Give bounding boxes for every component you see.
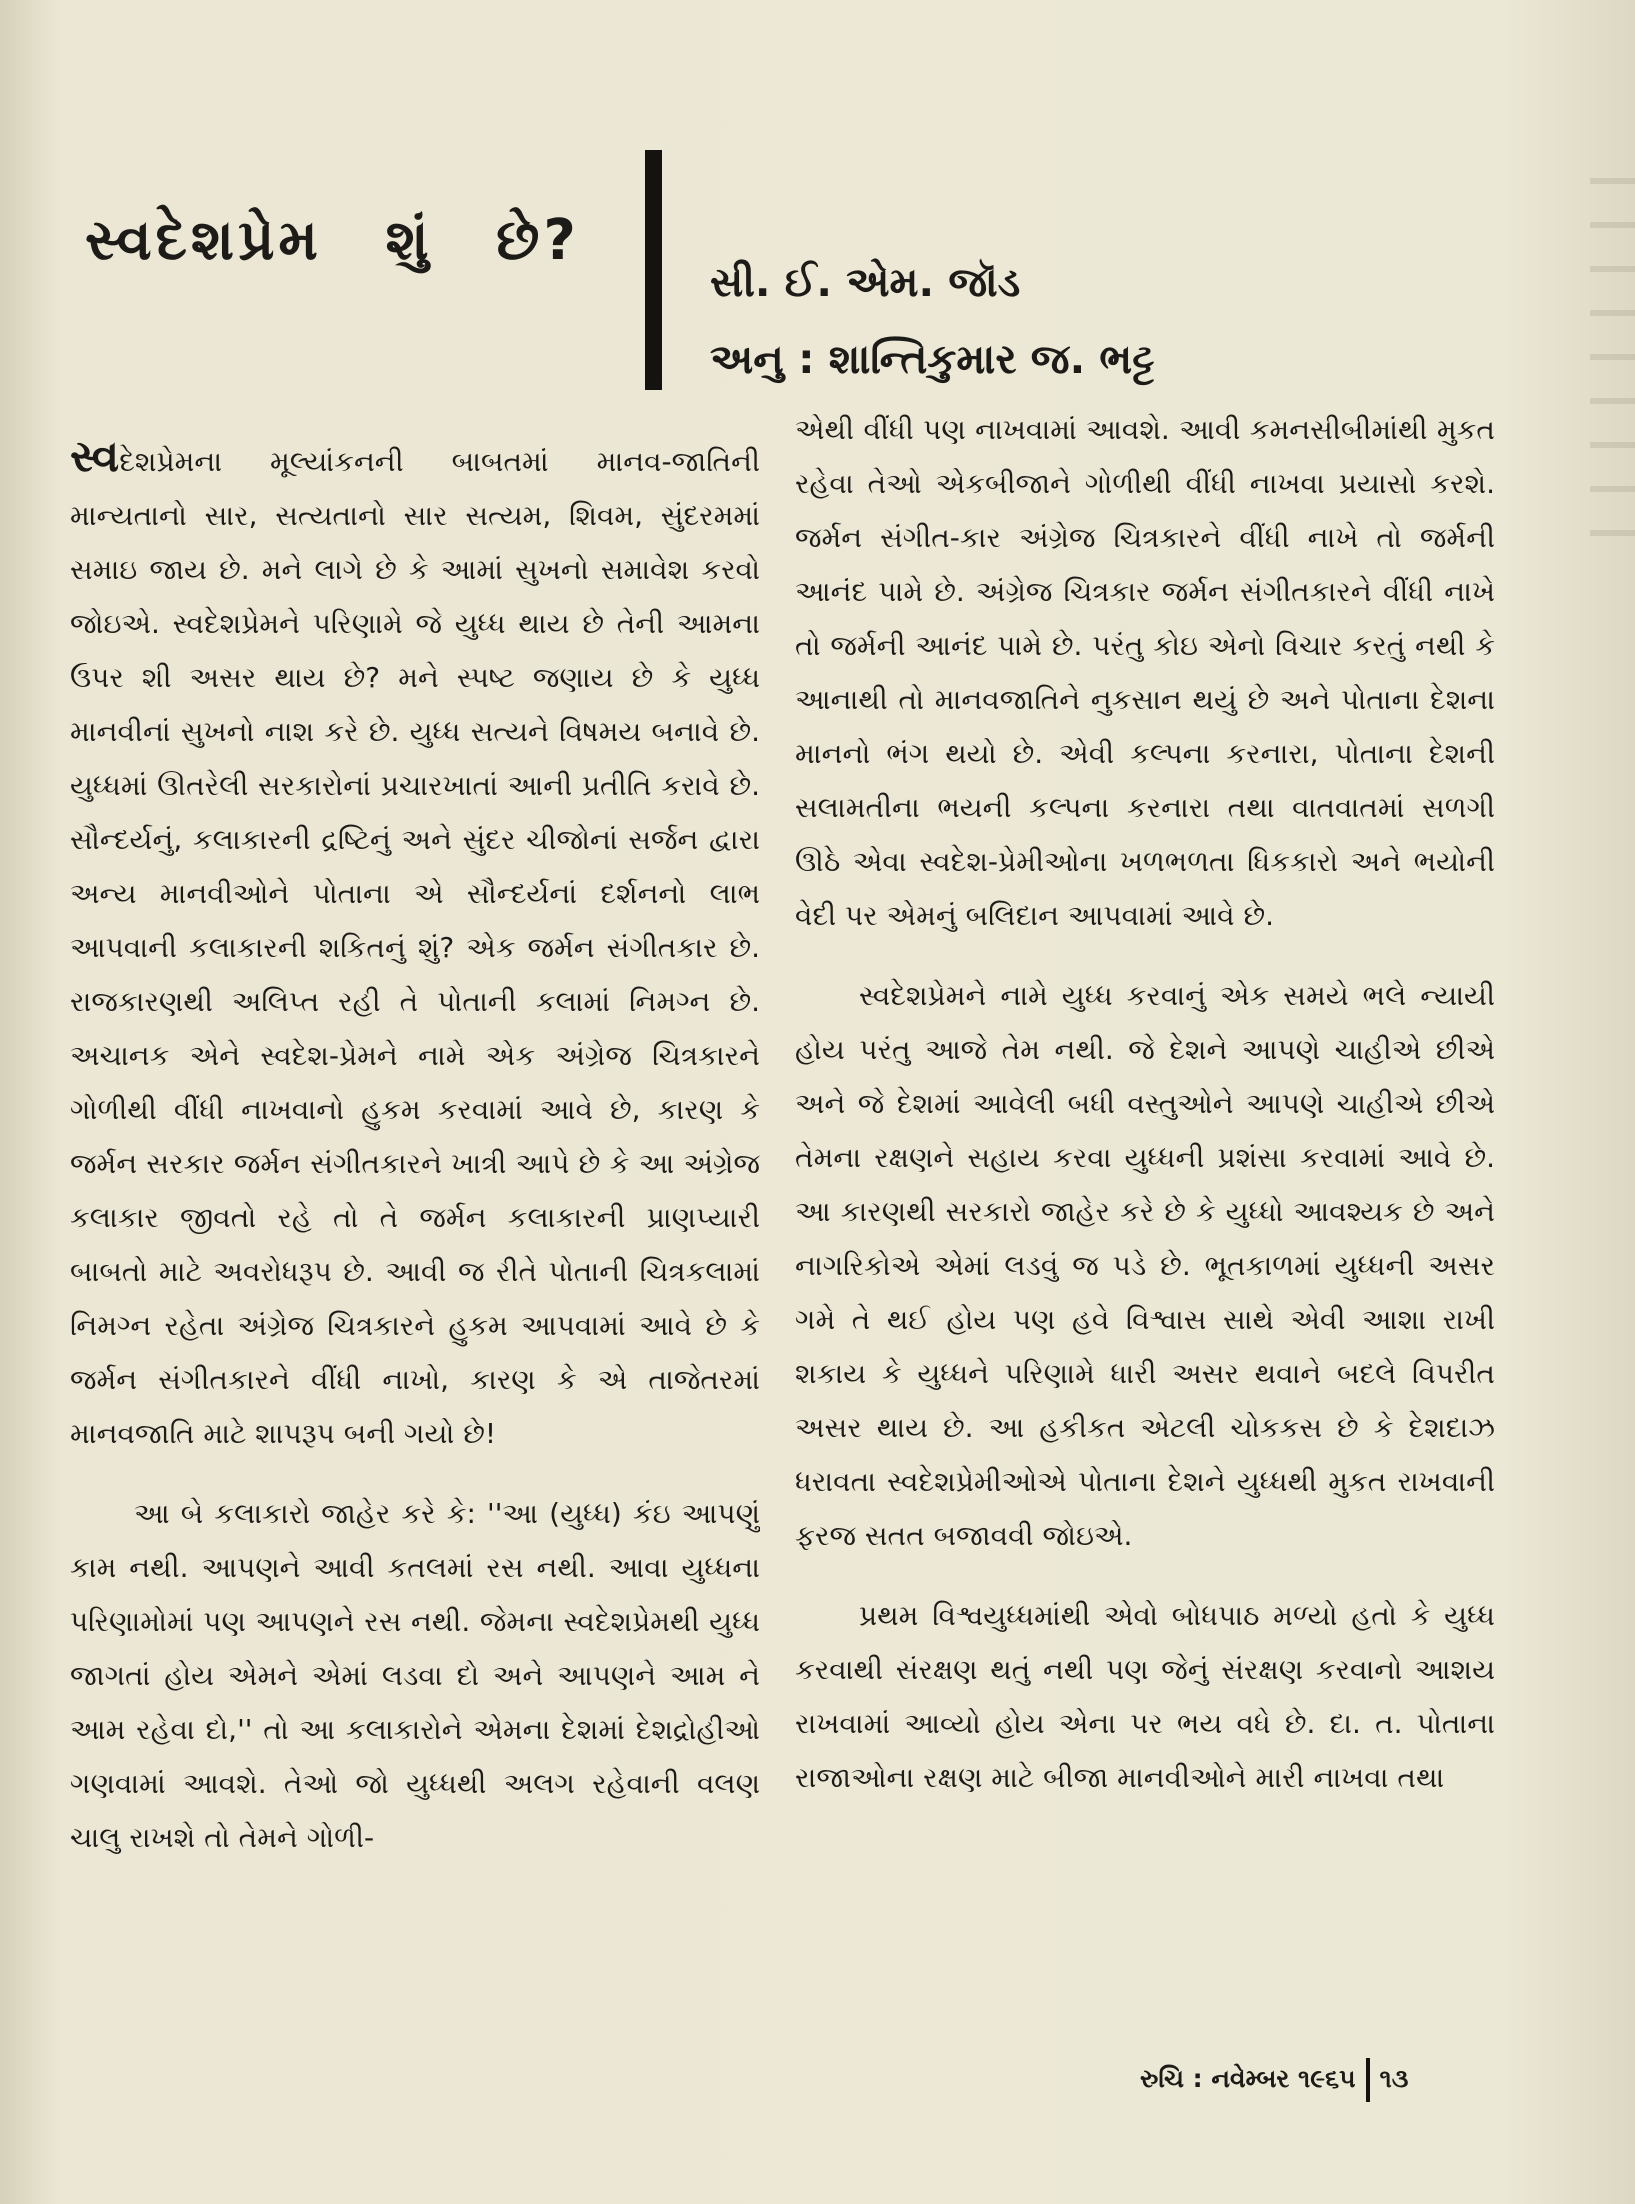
publication-info: રુચિ : નવેમ્બર ૧૯૬૫ [1140,2064,1356,2093]
paragraph: એથી વીંધી પણ નાખવામાં આવશે. આવી કમનસીબીમાંથી મુકત રહેવા તેઓ એકબીજાને ગોળીથી વીંધી નાખવા પ્રયાસો કરશે. જર્મન સંગીત-કાર અંગ્રેજ ચિત્રકારને વીંધી નાખે તો જર્મની આનંદ પામે છે. અંગ્રેજ ચિત્રકાર જર્મન સંગીતકારને વીંધી નાખે તો જર્મની આનંદ પામે છે. પરંતુ કોઇ એનો વિચાર કરતું નથી કે આનાથી તો માનવજાતિને નુકસાન થયું છે અને પોતાના દેશના માનનો ભંગ થયો છે. એવી કલ્પના કરનારા, પોતાના દેશની સલામતીના ભયની કલ્પના કરનારા તથા વાતવાતમાં સળગી ઊઠે એવા સ્વદેશ-પ્રેમીઓના ખળભળતા ધિકકારો અને ભયોની વેદી પર એમનું બલિદાન આપવામાં આવે છે. [795,413,1495,932]
page-number: ૧૩ [1379,2064,1409,2093]
paragraph: આ બે કલાકારો જાહેર કરે કે: ''આ (યુધ્ધ) કંઇ આપણું કામ નથી. આપણને આવી કતલમાં રસ નથી. આવા યુધ્ધના પરિણામોમાં પણ આપણને રસ નથી. જેમના સ્વદેશપ્રેમથી યુધ્ધ જાગતાં હોય એમને એમાં લડવા દો અને આપણને આમ ને આમ રહેવા દો,'' તો આ કલાકારોને એમના દેશમાં દેશદ્રોહીઓ ગણવામાં આવશે. તેઓ જો યુધ્ધથી અલગ રહેવાની વલણ ચાલુ રાખશે તો તેમને ગોળી- [70,1497,760,1854]
dropcap: સ્વ [70,431,120,482]
paragraph: પ્રથમ વિશ્વયુધ્ધમાંથી એવો બોધપાઠ મળ્યો હતો કે યુધ્ધ કરવાથી સંરક્ષણ થતું નથી પણ જેનું સંરક્ષણ કરવાનો આશય રાખવામાં આવ્યો હોય એના પર ભય વધે છે. દા. ત. પોતાના રાજાઓના રક્ષણ માટે બીજા માનવીઓને મારી નાખવા તથા [795,1599,1495,1794]
article-title: સ્વદેશપ્રેમ શું છે? [85,207,580,273]
right-column [795,403,1495,2043]
paragraph [70,430,760,1461]
paragraph-text: દેશપ્રેમના મૂલ્યાંકનની બાબતમાં માનવ-જાતિની માન્યતાનો સાર, સત્યતાનો સાર સત્યમ, શિવમ, સુંદરમમાં સમાઇ જાય છે. મને લાગે છે કે આમાં સુખનો સમાવેશ કરવો જોઇએ. સ્વદેશપ્રેમને પરિણામે જે યુધ્ધ થાય છે તેની આમના ઉપર શી અસર થાય છે? મને સ્પષ્ટ જણાય છે કે યુધ્ધ માનવીનાં સુખનો નાશ કરે છે. યુધ્ધ સત્યને વિષમય બનાવે છે. યુધ્ધમાં ઊતરેલી સરકારોનાં પ્રચારખાતાં આની પ્રતીતિ કરાવે છે. સૌન્દર્યનું, કલાકારની દ્રષ્ટિનું અને સુંદર ચીજોનાં સર્જન દ્વારા અન્ય માનવીઓને પોતાના એ સૌન્દર્યનાં દર્શનનો લાભ આપવાની કલાકારની શકિતનું શું? એક જર્મન સંગીતકાર છે. રાજકારણથી અલિપ્ત રહી તે પોતાની કલામાં નિમગ્ન છે. અચાનક એને સ્વદેશ-પ્રેમને નામે એક અંગ્રેજ ચિત્રકારને ગોળીથી વીંધી નાખવાનો હુકમ કરવામાં આવે છે, કારણ કે જર્મન સરકાર જર્મન સંગીતકારને ખાત્રી આપે છે કે આ અંગ્રેજ કલાકાર જીવતો રહે તો તે જર્મન કલાકારની પ્રાણપ્યારી બાબતો માટે અવરોધરૂપ છે. આવી જ રીતે પોતાની ચિત્રકલામાં નિમગ્ન રહેતા અંગ્રેજ ચિત્રકારને હુકમ આપવામાં આવે છે કે જર્મન સંગીતકારને વીંધી નાખો, કારણ કે એ તાજેતરમાં માનવજાતિ માટે શાપરૂપ બની ગયો છે! [70,445,760,1450]
byline [710,258,1570,384]
page-footer [1140,2058,1560,2102]
author-name: સી. ઈ. એમ. જૉડ [710,258,1021,306]
footer-divider [1366,2058,1370,2102]
left-column [70,430,760,2040]
paragraph: સ્વદેશપ્રેમને નામે યુધ્ધ કરવાનું એક સમયે ભલે ન્યાયી હોય પરંતુ આજે તેમ નથી. જે દેશને આપણે ચાહીએ છીએ અને જે દેશમાં આવેલી બધી વસ્તુઓને આપણે ચાહીએ છીએ તેમના રક્ષણને સહાય કરવા યુધ્ધની પ્રશંસા કરવામાં આવે છે. આ કારણથી સરકારો જાહેર કરે છે કે યુધ્ધો આવશ્યક છે અને નાગરિકોએ એમાં લડવું જ પડે છે. ભૂતકાળમાં યુધ્ધની અસર ગમે તે થઈ હોય પણ હવે વિશ્વાસ સાથે એવી આશા રાખી શકાય કે યુધ્ધને પરિણામે ધારી અસર થવાને બદલે વિપરીત અસર થાય છે. આ હકીકત એટલી ચોકકસ છે કે દેશદાઝ ધરાવતા સ્વદેશપ્રેમીઓએ પોતાના દેશને યુધ્ધથી મુકત રાખવાની ફરજ સતત બજાવવી જોઇએ. [795,979,1495,1552]
translator-credit: અનુ : શાન્તિકુમાર જ. ભટ્ટ [710,335,1155,383]
title-divider [645,150,662,390]
facing-page-bleed [1590,140,1635,560]
